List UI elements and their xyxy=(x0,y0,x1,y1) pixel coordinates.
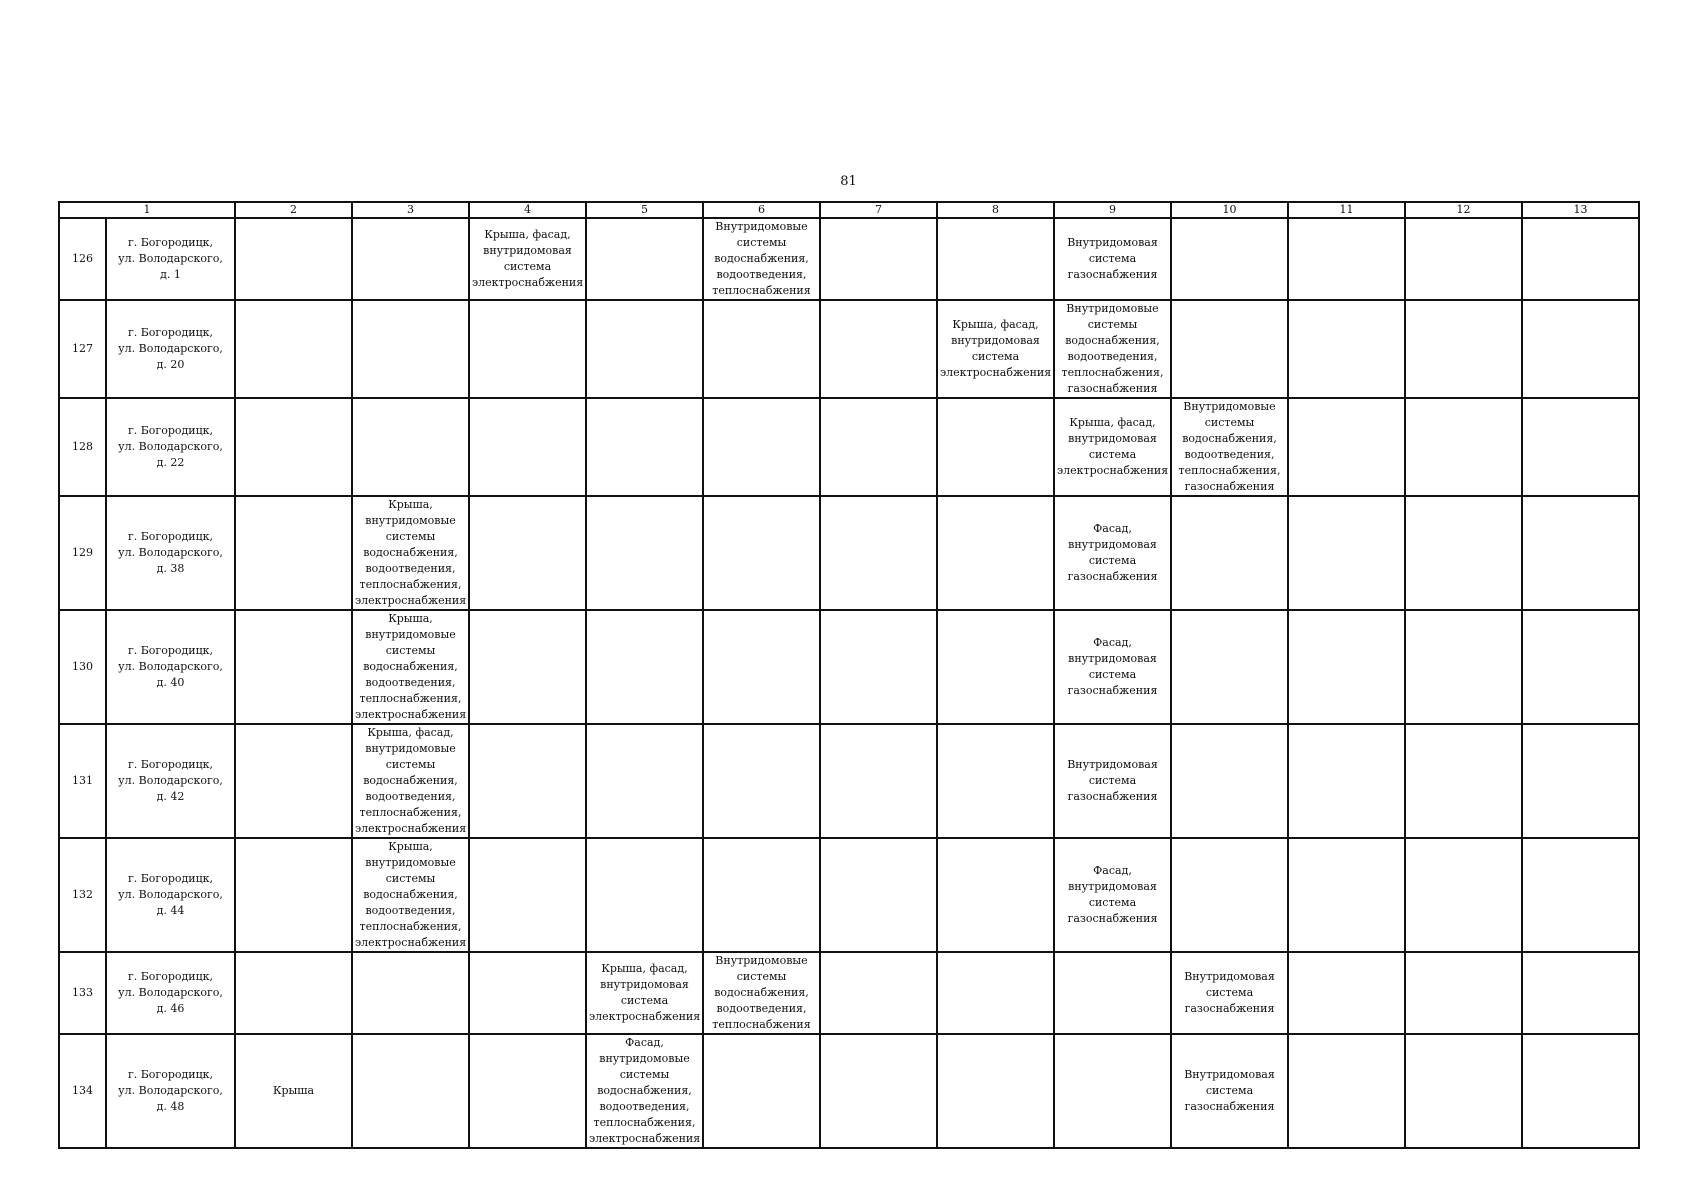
table-row xyxy=(59,952,1639,1034)
work-cell-col-7 xyxy=(820,838,937,952)
work-cell-col-3 xyxy=(352,398,469,496)
row-number-cell: 129 xyxy=(59,496,106,610)
work-cell-col-2 xyxy=(235,496,352,610)
work-cell-col-5 xyxy=(586,610,703,724)
row-number-cell: 128 xyxy=(59,398,106,496)
column-number: 11 xyxy=(1288,202,1405,218)
work-cell-col-8 xyxy=(937,1034,1054,1148)
work-cell-col-6 xyxy=(703,838,820,952)
table-row xyxy=(59,610,1639,724)
work-cell-col-4 xyxy=(469,1034,586,1148)
work-cell-col-8: Крыша, фасад, внутридомовая система электроснабжения xyxy=(937,300,1054,398)
work-cell-col-11 xyxy=(1288,952,1405,1034)
work-cell-col-11 xyxy=(1288,724,1405,838)
address-cell: г. Богородицк, ул. Володарского, д. 38 xyxy=(106,496,235,610)
work-cell-col-10 xyxy=(1171,724,1288,838)
work-cell-col-9: Внутридомовые системы водоснабжения, водоотведения, теплоснабжения, газоснабжения xyxy=(1054,300,1171,398)
column-number-row xyxy=(59,202,1639,218)
table-row xyxy=(59,838,1639,952)
work-cell-col-9: Фасад, внутридомовая система газоснабжения xyxy=(1054,610,1171,724)
work-cell-col-4 xyxy=(469,838,586,952)
column-number: 7 xyxy=(820,202,937,218)
work-cell-col-2 xyxy=(235,724,352,838)
work-cell-col-10: Внутридомовая система газоснабжения xyxy=(1171,1034,1288,1148)
work-cell-col-3: Крыша, внутридомовые системы водоснабжения, водоотведения, теплоснабжения, электроснабжения xyxy=(352,838,469,952)
work-cell-col-12 xyxy=(1405,1034,1522,1148)
work-cell-col-11 xyxy=(1288,398,1405,496)
work-cell-col-12 xyxy=(1405,398,1522,496)
row-number-cell: 133 xyxy=(59,952,106,1034)
work-cell-col-12 xyxy=(1405,952,1522,1034)
work-cell-col-13 xyxy=(1522,218,1639,300)
address-cell: г. Богородицк, ул. Володарского, д. 42 xyxy=(106,724,235,838)
work-cell-col-7 xyxy=(820,398,937,496)
table-row xyxy=(59,496,1639,610)
work-cell-col-3 xyxy=(352,952,469,1034)
work-cell-col-13 xyxy=(1522,952,1639,1034)
address-cell: г. Богородицк, ул. Володарского, д. 48 xyxy=(106,1034,235,1148)
row-number-cell: 127 xyxy=(59,300,106,398)
work-cell-col-12 xyxy=(1405,610,1522,724)
column-number: 5 xyxy=(586,202,703,218)
work-cell-col-13 xyxy=(1522,1034,1639,1148)
work-cell-col-6 xyxy=(703,1034,820,1148)
page-number: 81 xyxy=(840,174,857,189)
column-number: 12 xyxy=(1405,202,1522,218)
row-number-cell: 131 xyxy=(59,724,106,838)
work-cell-col-8 xyxy=(937,496,1054,610)
work-cell-col-5 xyxy=(586,724,703,838)
work-cell-col-2 xyxy=(235,838,352,952)
work-cell-col-8 xyxy=(937,724,1054,838)
work-cell-col-4 xyxy=(469,952,586,1034)
work-cell-col-2 xyxy=(235,398,352,496)
table-row xyxy=(59,300,1639,398)
work-cell-col-9: Фасад, внутридомовая система газоснабжения xyxy=(1054,838,1171,952)
work-cell-col-5 xyxy=(586,218,703,300)
work-cell-col-8 xyxy=(937,952,1054,1034)
work-cell-col-13 xyxy=(1522,496,1639,610)
work-cell-col-7 xyxy=(820,496,937,610)
column-number: 10 xyxy=(1171,202,1288,218)
work-cell-col-6 xyxy=(703,300,820,398)
work-cell-col-13 xyxy=(1522,724,1639,838)
work-cell-col-11 xyxy=(1288,1034,1405,1148)
work-cell-col-8 xyxy=(937,218,1054,300)
address-cell: г. Богородицк, ул. Володарского, д. 20 xyxy=(106,300,235,398)
work-cell-col-6 xyxy=(703,398,820,496)
work-cell-col-13 xyxy=(1522,300,1639,398)
work-cell-col-4: Крыша, фасад, внутридомовая система электроснабжения xyxy=(469,218,586,300)
work-cell-col-12 xyxy=(1405,838,1522,952)
work-cell-col-3 xyxy=(352,300,469,398)
work-cell-col-4 xyxy=(469,300,586,398)
work-cell-col-10 xyxy=(1171,838,1288,952)
row-number-cell: 130 xyxy=(59,610,106,724)
work-cell-col-7 xyxy=(820,610,937,724)
work-cell-col-13 xyxy=(1522,398,1639,496)
work-cell-col-11 xyxy=(1288,838,1405,952)
work-cell-col-3 xyxy=(352,218,469,300)
table-row xyxy=(59,1034,1639,1148)
work-cell-col-6: Внутридомовые системы водоснабжения, водоотведения, теплоснабжения xyxy=(703,218,820,300)
work-cell-col-9: Внутридомовая система газоснабжения xyxy=(1054,724,1171,838)
work-cell-col-12 xyxy=(1405,218,1522,300)
work-cell-col-10: Внутридомовая система газоснабжения xyxy=(1171,952,1288,1034)
work-cell-col-9: Фасад, внутридомовая система газоснабжения xyxy=(1054,496,1171,610)
work-cell-col-12 xyxy=(1405,496,1522,610)
work-cell-col-11 xyxy=(1288,610,1405,724)
column-number: 4 xyxy=(469,202,586,218)
row-number-cell: 126 xyxy=(59,218,106,300)
work-cell-col-7 xyxy=(820,1034,937,1148)
work-cell-col-5 xyxy=(586,838,703,952)
work-cell-col-11 xyxy=(1288,300,1405,398)
address-cell: г. Богородицк, ул. Володарского, д. 40 xyxy=(106,610,235,724)
work-cell-col-10: Внутридомовые системы водоснабжения, водоотведения, теплоснабжения, газоснабжения xyxy=(1171,398,1288,496)
work-cell-col-7 xyxy=(820,300,937,398)
work-cell-col-5 xyxy=(586,300,703,398)
work-cell-col-4 xyxy=(469,398,586,496)
work-cell-col-13 xyxy=(1522,838,1639,952)
work-cell-col-12 xyxy=(1405,724,1522,838)
column-number: 13 xyxy=(1522,202,1639,218)
column-number: 9 xyxy=(1054,202,1171,218)
column-number: 1 xyxy=(59,202,235,218)
work-cell-col-5 xyxy=(586,496,703,610)
work-cell-col-4 xyxy=(469,724,586,838)
work-cell-col-6 xyxy=(703,496,820,610)
column-number: 6 xyxy=(703,202,820,218)
work-cell-col-3: Крыша, фасад, внутридомовые системы водоснабжения, водоотведения, теплоснабжения, электроснабжения xyxy=(352,724,469,838)
address-cell: г. Богородицк, ул. Володарского, д. 46 xyxy=(106,952,235,1034)
work-cell-col-3 xyxy=(352,1034,469,1148)
work-cell-col-4 xyxy=(469,496,586,610)
address-cell: г. Богородицк, ул. Володарского, д. 44 xyxy=(106,838,235,952)
work-cell-col-10 xyxy=(1171,218,1288,300)
work-cell-col-6 xyxy=(703,610,820,724)
work-cell-col-3: Крыша, внутридомовые системы водоснабжения, водоотведения, теплоснабжения, электроснабжения xyxy=(352,496,469,610)
work-cell-col-7 xyxy=(820,218,937,300)
work-cell-col-5 xyxy=(586,398,703,496)
work-cell-col-9: Внутридомовая система газоснабжения xyxy=(1054,218,1171,300)
work-cell-col-11 xyxy=(1288,496,1405,610)
work-cell-col-4 xyxy=(469,610,586,724)
work-cell-col-8 xyxy=(937,398,1054,496)
work-cell-col-9 xyxy=(1054,952,1171,1034)
work-cell-col-3: Крыша, внутридомовые системы водоснабжения, водоотведения, теплоснабжения, электроснабжения xyxy=(352,610,469,724)
work-cell-col-12 xyxy=(1405,300,1522,398)
work-cell-col-6: Внутридомовые системы водоснабжения, водоотведения, теплоснабжения xyxy=(703,952,820,1034)
work-cell-col-2 xyxy=(235,610,352,724)
work-cell-col-10 xyxy=(1171,300,1288,398)
work-cell-col-2 xyxy=(235,218,352,300)
column-number: 8 xyxy=(937,202,1054,218)
work-cell-col-9 xyxy=(1054,1034,1171,1148)
work-cell-col-7 xyxy=(820,724,937,838)
row-number-cell: 132 xyxy=(59,838,106,952)
work-cell-col-10 xyxy=(1171,496,1288,610)
work-cell-col-5: Фасад, внутридомовые системы водоснабжения, водоотведения, теплоснабжения, электроснабжения xyxy=(586,1034,703,1148)
work-cell-col-2: Крыша xyxy=(235,1034,352,1148)
work-cell-col-11 xyxy=(1288,218,1405,300)
work-schedule-table xyxy=(58,201,1640,1149)
work-cell-col-10 xyxy=(1171,610,1288,724)
table-row xyxy=(59,218,1639,300)
column-number: 2 xyxy=(235,202,352,218)
work-cell-col-8 xyxy=(937,610,1054,724)
row-number-cell: 134 xyxy=(59,1034,106,1148)
address-cell: г. Богородицк, ул. Володарского, д. 1 xyxy=(106,218,235,300)
work-cell-col-2 xyxy=(235,952,352,1034)
table-row xyxy=(59,724,1639,838)
address-cell: г. Богородицк, ул. Володарского, д. 22 xyxy=(106,398,235,496)
work-cell-col-9: Крыша, фасад, внутридомовая система электроснабжения xyxy=(1054,398,1171,496)
work-cell-col-13 xyxy=(1522,610,1639,724)
work-cell-col-5: Крыша, фасад, внутридомовая система электроснабжения xyxy=(586,952,703,1034)
work-cell-col-2 xyxy=(235,300,352,398)
column-number: 3 xyxy=(352,202,469,218)
work-cell-col-7 xyxy=(820,952,937,1034)
work-cell-col-6 xyxy=(703,724,820,838)
table-row xyxy=(59,398,1639,496)
work-cell-col-8 xyxy=(937,838,1054,952)
